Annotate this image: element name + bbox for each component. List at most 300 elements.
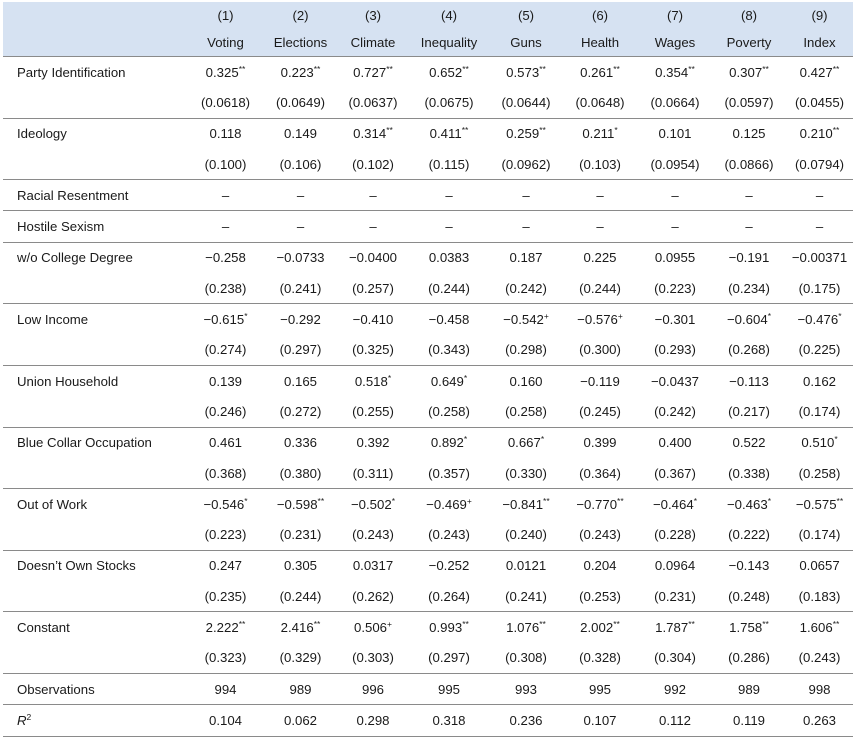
r-squared-symbol: R <box>17 712 27 728</box>
coefficient-value: −0.113 <box>729 373 769 389</box>
standard-error-cell: (0.257) <box>352 280 394 296</box>
coefficient-cell <box>338 365 408 396</box>
row-label: Constant <box>3 612 188 643</box>
coefficient-cell <box>408 673 490 704</box>
coefficient-cell <box>490 118 562 149</box>
row-label: Party Identification <box>3 57 188 88</box>
standard-error-cell: (0.0675) <box>424 94 474 110</box>
coefficient-cell <box>188 180 263 211</box>
coefficient-cell <box>712 612 786 643</box>
coefficient-cell <box>338 427 408 458</box>
standard-error-cell: (0.174) <box>798 403 841 419</box>
coefficient-value: 0.247 <box>208 558 242 574</box>
coefficient-value: – <box>445 187 453 203</box>
standard-error-cell: (0.245) <box>579 403 621 419</box>
coefficient-value: −0.770 <box>576 496 618 512</box>
table-row <box>3 242 853 273</box>
table-body <box>3 57 853 737</box>
coefficient-cell <box>188 365 263 396</box>
coefficient-value: 0.0383 <box>428 250 470 266</box>
coefficient-cell <box>188 242 263 273</box>
coefficient-value: 0.0657 <box>799 558 840 574</box>
coefficient-cell <box>562 612 638 643</box>
standard-error-cell: (0.244) <box>579 280 621 296</box>
coefficient-value: 0.162 <box>802 373 836 389</box>
coefficient-value: 0.204 <box>583 558 617 574</box>
coefficient-cell <box>338 550 408 581</box>
standard-error-cell: (0.323) <box>204 650 247 666</box>
coefficient-cell <box>562 550 638 581</box>
coefficient-cell <box>786 365 853 396</box>
coefficient-value: 0.667 <box>507 435 541 451</box>
coefficient-value: 0.118 <box>209 126 242 142</box>
coefficient-value: – <box>522 187 530 203</box>
header-names-row <box>3 29 853 57</box>
significance-stars: ** <box>613 618 620 629</box>
coefficient-value: 0.314 <box>353 126 387 142</box>
standard-error-cell: (0.244) <box>428 280 470 296</box>
row-label: Hostile Sexism <box>3 211 188 242</box>
standard-error-cell: (0.0597) <box>724 94 774 110</box>
coefficient-value: 998 <box>808 681 831 697</box>
standard-error-cell: (0.300) <box>579 342 621 358</box>
standard-error-cell: (0.243) <box>428 527 470 543</box>
standard-error-cell: (0.325) <box>352 342 394 358</box>
header-name: Voting <box>188 29 263 57</box>
coefficient-cell <box>408 118 490 149</box>
standard-error-cell: (0.328) <box>579 650 621 666</box>
standard-error-cell: (0.175) <box>798 280 841 296</box>
significance-stars: * <box>463 372 468 383</box>
coefficient-value: −0.546 <box>203 496 245 512</box>
standard-error-cell: (0.240) <box>505 527 547 543</box>
significance-stars: ** <box>317 495 325 506</box>
coefficient-value: 0.652 <box>429 64 463 80</box>
header-number: (2) <box>263 2 338 29</box>
header-number: (4) <box>408 2 490 29</box>
significance-stars: ** <box>762 63 769 74</box>
table-header <box>3 2 853 57</box>
coefficient-value: 0.160 <box>509 373 543 389</box>
coefficient-cell <box>263 427 338 458</box>
coefficient-value: 0.400 <box>658 435 692 451</box>
standard-error-cell: (0.100) <box>204 156 247 172</box>
coefficient-value: 1.758 <box>729 619 763 635</box>
coefficient-value: 2.222 <box>205 619 239 635</box>
significance-stars: ** <box>386 63 393 74</box>
significance-stars: ** <box>762 618 769 629</box>
r-squared-value: 0.062 <box>263 705 338 736</box>
coefficient-value: −0.502 <box>350 496 392 512</box>
coefficient-cell <box>338 211 408 242</box>
coefficient-value: 989 <box>289 681 312 697</box>
coefficient-value: 0.727 <box>353 64 387 80</box>
coefficient-value: −0.469 <box>426 496 467 512</box>
coefficient-cell <box>786 612 853 643</box>
coefficient-cell <box>338 304 408 335</box>
header-name: Inequality <box>408 29 490 57</box>
coefficient-value: 0.225 <box>583 250 617 266</box>
coefficient-value: – <box>815 187 824 203</box>
coefficient-value: −0.464 <box>652 496 694 512</box>
standard-error-cell: (0.248) <box>728 588 770 604</box>
significance-stars: ** <box>461 125 469 136</box>
coefficient-value: 0.223 <box>280 64 314 80</box>
row-label: Doesn’t Own Stocks <box>3 550 188 581</box>
coefficient-value: – <box>815 219 824 235</box>
table-row-se <box>3 87 853 118</box>
standard-error-cell: (0.183) <box>798 588 841 604</box>
row-label-empty <box>3 273 188 304</box>
coefficient-cell <box>562 211 638 242</box>
standard-error-cell: (0.298) <box>505 342 547 358</box>
coefficient-cell <box>786 57 853 88</box>
coefficient-value: −0.576 <box>577 312 618 328</box>
significance-stars: ** <box>539 63 546 74</box>
row-label-empty <box>3 581 188 612</box>
coefficient-value: 1.787 <box>655 619 689 635</box>
significance-stars: * <box>838 311 842 322</box>
coefficient-cell <box>263 211 338 242</box>
standard-error-cell: (0.242) <box>505 280 547 296</box>
coefficient-cell <box>490 304 562 335</box>
row-label: Observations <box>3 673 188 704</box>
significance-stars: ** <box>386 125 393 136</box>
standard-error-cell: (0.243) <box>798 650 841 666</box>
significance-stars: ** <box>613 63 620 74</box>
coefficient-value: −0.292 <box>280 312 321 328</box>
table-row-se <box>3 643 853 674</box>
standard-error-cell: (0.0962) <box>501 156 551 172</box>
table-row-se <box>3 149 853 180</box>
coefficient-value: −0.598 <box>276 496 318 512</box>
coefficient-cell <box>338 612 408 643</box>
coefficient-value: 0.892 <box>430 435 464 451</box>
r-squared-row <box>3 705 853 736</box>
standard-error-cell: (0.0649) <box>275 94 326 110</box>
standard-error-cell: (0.235) <box>204 588 247 604</box>
coefficient-cell <box>408 427 490 458</box>
coefficient-cell <box>712 365 786 396</box>
standard-error-cell: (0.0954) <box>650 156 700 172</box>
standard-error-cell: (0.223) <box>654 280 696 296</box>
r-squared-value: 0.107 <box>562 705 638 736</box>
coefficient-value: 0.0955 <box>654 250 696 266</box>
coefficient-value: 0.0317 <box>352 558 394 574</box>
coefficient-value: 2.416 <box>280 619 314 635</box>
coefficient-cell <box>786 550 853 581</box>
coefficient-cell <box>712 118 786 149</box>
coefficient-value: – <box>296 219 305 235</box>
coefficient-cell <box>562 427 638 458</box>
coefficient-value: 0.165 <box>283 373 317 389</box>
coefficient-cell <box>490 427 562 458</box>
coefficient-cell <box>490 180 562 211</box>
standard-error-cell: (0.222) <box>728 527 770 543</box>
header-number: (5) <box>490 2 562 29</box>
row-label-empty <box>3 87 188 118</box>
coefficient-cell <box>786 427 853 458</box>
coefficient-value: 0.0121 <box>505 558 547 574</box>
coefficient-cell <box>490 365 562 396</box>
significance-stars: * <box>767 495 771 506</box>
coefficient-value: 0.506 <box>354 619 388 635</box>
table-row <box>3 612 853 643</box>
coefficient-value: – <box>522 219 530 235</box>
coefficient-cell <box>786 242 853 273</box>
coefficient-value: – <box>221 219 230 235</box>
coefficient-cell <box>408 612 490 643</box>
coefficient-value: – <box>671 187 679 203</box>
coefficient-cell <box>408 550 490 581</box>
coefficient-value: 0.139 <box>208 373 242 389</box>
r-squared-value: 0.119 <box>712 705 786 736</box>
standard-error-cell: (0.0637) <box>348 94 398 110</box>
coefficient-value: 0.518 <box>354 373 388 389</box>
standard-error-cell: (0.286) <box>728 650 770 666</box>
standard-error-cell: (0.338) <box>728 465 770 481</box>
coefficient-cell <box>786 304 853 335</box>
standard-error-cell: (0.217) <box>728 403 770 419</box>
coefficient-cell <box>338 489 408 520</box>
coefficient-value: 995 <box>437 681 460 697</box>
r-squared-value: 0.298 <box>338 705 408 736</box>
coefficient-value: 0.427 <box>799 64 833 80</box>
coefficient-cell <box>562 242 638 273</box>
significance-stars: * <box>387 372 392 383</box>
coefficient-value: −0.575 <box>795 496 837 512</box>
coefficient-value: 993 <box>514 681 537 697</box>
coefficient-value: −0.143 <box>728 558 770 574</box>
coefficient-cell <box>188 489 263 520</box>
standard-error-cell: (0.368) <box>204 465 247 481</box>
standard-error-cell: (0.234) <box>728 280 770 296</box>
significance-stars: ** <box>832 618 840 629</box>
coefficient-cell <box>263 612 338 643</box>
coefficient-cell <box>490 489 562 520</box>
significance-stars: ** <box>313 63 321 74</box>
coefficient-cell <box>490 612 562 643</box>
header-name: Wages <box>638 29 712 57</box>
significance-stars: + <box>387 618 392 629</box>
coefficient-cell <box>712 489 786 520</box>
coefficient-value: 0.210 <box>799 126 833 142</box>
coefficient-value: – <box>596 219 604 235</box>
coefficient-value: −0.191 <box>728 250 770 266</box>
coefficient-value: – <box>671 219 679 235</box>
standard-error-cell: (0.329) <box>279 650 322 666</box>
table-row <box>3 118 853 149</box>
coefficient-value: 992 <box>663 681 686 697</box>
coefficient-cell <box>562 489 638 520</box>
coefficient-value: 0.187 <box>509 250 543 266</box>
standard-error-cell: (0.102) <box>352 156 394 172</box>
coefficient-cell <box>263 57 338 88</box>
coefficient-cell <box>562 365 638 396</box>
coefficient-cell <box>638 612 712 643</box>
r-squared-exponent: 2 <box>26 711 32 722</box>
standard-error-cell: (0.264) <box>428 588 470 604</box>
coefficient-value: 0.0964 <box>654 558 696 574</box>
coefficient-value: −0.410 <box>352 312 394 328</box>
coefficient-cell <box>786 118 853 149</box>
table-row <box>3 489 853 520</box>
header-name: Poverty <box>712 29 786 57</box>
row-label: w/o College Degree <box>3 242 188 273</box>
coefficient-value: 0.101 <box>658 126 692 142</box>
coefficient-value: 0.399 <box>583 435 617 451</box>
coefficient-value: −0.119 <box>580 373 620 389</box>
standard-error-cell: (0.297) <box>428 650 470 666</box>
standard-error-cell: (0.228) <box>654 527 696 543</box>
header-name: Elections <box>263 29 338 57</box>
standard-error-cell: (0.231) <box>654 588 696 604</box>
standard-error-cell: (0.311) <box>352 465 394 481</box>
coefficient-cell <box>408 365 490 396</box>
coefficient-value: – <box>369 219 377 235</box>
standard-error-cell: (0.297) <box>279 342 322 358</box>
coefficient-cell <box>338 673 408 704</box>
coefficient-value: −0.542 <box>503 312 544 328</box>
significance-stars: ** <box>836 495 844 506</box>
row-label-empty <box>3 519 188 550</box>
regression-table <box>3 2 853 737</box>
standard-error-cell: (0.0644) <box>501 94 551 110</box>
r-squared-value: 0.263 <box>786 705 853 736</box>
coefficient-cell <box>638 242 712 273</box>
coefficient-cell <box>490 550 562 581</box>
coefficient-cell <box>562 57 638 88</box>
standard-error-cell: (0.274) <box>204 342 247 358</box>
significance-stars: ** <box>832 125 840 136</box>
coefficient-value: 0.649 <box>430 373 464 389</box>
coefficient-cell <box>712 673 786 704</box>
coefficient-cell <box>712 211 786 242</box>
header-number: (3) <box>338 2 408 29</box>
coefficient-value: – <box>221 187 230 203</box>
standard-error-cell: (0.115) <box>428 156 470 172</box>
standard-error-cell: (0.258) <box>505 403 547 419</box>
coefficient-cell <box>638 57 712 88</box>
coefficient-cell <box>562 304 638 335</box>
r-squared-value: 0.236 <box>490 705 562 736</box>
standard-error-cell: (0.262) <box>352 588 394 604</box>
header-number: (1) <box>188 2 263 29</box>
header-name: Climate <box>338 29 408 57</box>
row-label-empty <box>3 458 188 489</box>
coefficient-cell <box>338 180 408 211</box>
coefficient-cell <box>408 304 490 335</box>
standard-error-cell: (0.367) <box>654 465 696 481</box>
row-label: Low Income <box>3 304 188 335</box>
r-squared-label <box>3 705 188 736</box>
significance-stars: ** <box>832 63 840 74</box>
coefficient-cell <box>408 57 490 88</box>
coefficient-cell <box>712 180 786 211</box>
row-label-empty <box>3 643 188 674</box>
table-row <box>3 304 853 335</box>
coefficient-value: – <box>369 187 377 203</box>
coefficient-value: −0.301 <box>654 312 696 328</box>
significance-stars: ** <box>238 618 246 629</box>
coefficient-cell <box>562 673 638 704</box>
header-number: (7) <box>638 2 712 29</box>
coefficient-value: – <box>745 187 753 203</box>
standard-error-cell: (0.103) <box>579 156 621 172</box>
coefficient-value: 0.336 <box>283 435 317 451</box>
row-label-empty <box>3 149 188 180</box>
table-row-se <box>3 581 853 612</box>
coefficient-cell <box>712 57 786 88</box>
coefficient-cell <box>188 673 263 704</box>
significance-stars: + <box>543 311 549 322</box>
coefficient-cell <box>338 118 408 149</box>
coefficient-cell <box>712 304 786 335</box>
standard-error-cell: (0.258) <box>428 403 470 419</box>
standard-error-cell: (0.225) <box>798 342 841 358</box>
significance-stars: * <box>834 434 838 445</box>
table-row-se <box>3 273 853 304</box>
standard-error-cell: (0.223) <box>204 527 247 543</box>
coefficient-value: 0.522 <box>732 435 766 451</box>
coefficient-cell <box>638 118 712 149</box>
header-name: Health <box>562 29 638 57</box>
coefficient-cell <box>638 427 712 458</box>
coefficient-value: 0.261 <box>580 64 614 80</box>
coefficient-cell <box>562 118 638 149</box>
standard-error-cell: (0.258) <box>798 465 841 481</box>
coefficient-cell <box>638 550 712 581</box>
significance-stars: * <box>244 495 248 506</box>
table-row-se <box>3 458 853 489</box>
coefficient-cell <box>188 304 263 335</box>
table-row <box>3 427 853 458</box>
row-label: Racial Resentment <box>3 180 188 211</box>
coefficient-value: −0.0400 <box>348 250 398 266</box>
coefficient-value: 996 <box>361 681 384 697</box>
header-corner <box>3 29 188 57</box>
significance-stars: ** <box>617 495 624 506</box>
coefficient-value: 0.259 <box>506 126 540 142</box>
coefficient-value: 0.993 <box>429 619 463 635</box>
significance-stars: + <box>617 311 623 322</box>
coefficient-cell <box>638 489 712 520</box>
significance-stars: ** <box>688 63 695 74</box>
coefficient-cell <box>638 365 712 396</box>
coefficient-cell <box>786 211 853 242</box>
table-row <box>3 57 853 88</box>
standard-error-cell: (0.380) <box>279 465 322 481</box>
coefficient-value: 0.125 <box>732 126 766 142</box>
standard-error-cell: (0.343) <box>428 342 470 358</box>
coefficient-cell <box>408 242 490 273</box>
row-label: Out of Work <box>3 489 188 520</box>
coefficient-cell <box>188 550 263 581</box>
significance-stars: ** <box>313 618 321 629</box>
table-row-se <box>3 396 853 427</box>
standard-error-cell: (0.241) <box>505 588 547 604</box>
coefficient-value: −0.841 <box>502 496 544 512</box>
standard-error-cell: (0.0648) <box>575 94 625 110</box>
coefficient-value: −0.615 <box>203 312 245 328</box>
coefficient-value: −0.00371 <box>791 250 848 266</box>
standard-error-cell: (0.303) <box>352 650 394 666</box>
header-name: Guns <box>490 29 562 57</box>
table-row <box>3 211 853 242</box>
significance-stars: * <box>767 311 771 322</box>
standard-error-cell: (0.174) <box>798 527 841 543</box>
coefficient-cell <box>638 304 712 335</box>
